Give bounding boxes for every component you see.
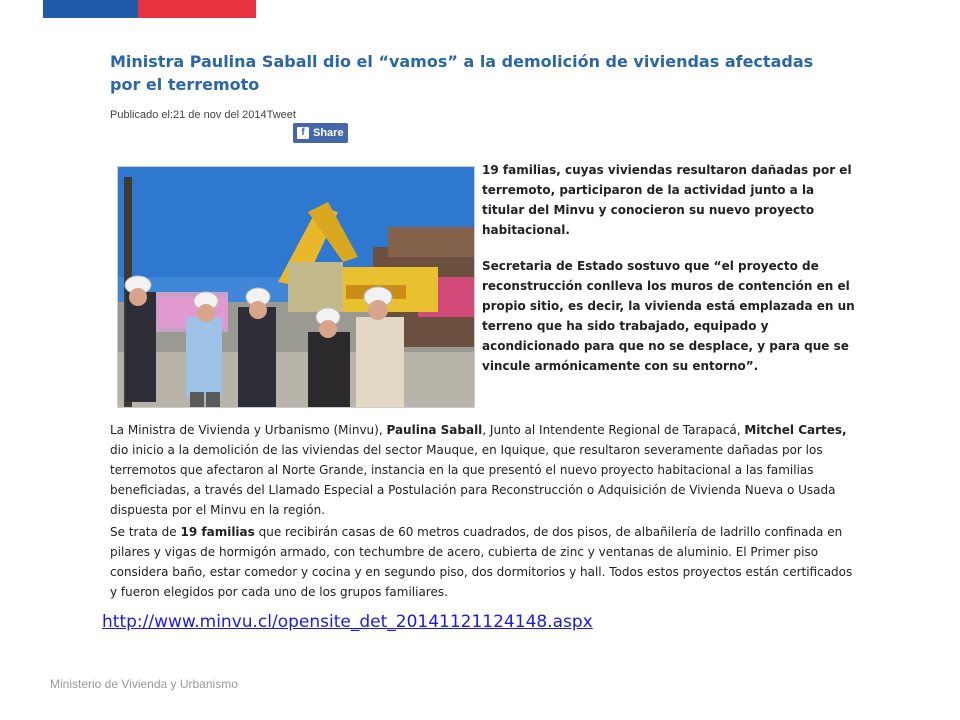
source-link[interactable]: http://www.minvu.cl/opensite_det_20141121124148.aspx: [102, 612, 593, 632]
flag-blue-bar: [43, 0, 138, 18]
p4-b: 19 familias: [180, 525, 255, 539]
tweet-link[interactable]: Tweet: [266, 109, 296, 121]
p3-b: Paulina Saball: [386, 423, 483, 437]
p4-a: Se trata de: [110, 525, 181, 539]
facebook-share-button[interactable]: [293, 123, 348, 143]
paragraph-1: 19 familias, cuyas viviendas resultaron dañadas por el terremoto, participaron de la actividad junto a la titular del Minvu y conocieron su nuevo proyecto habitacional.: [482, 163, 852, 237]
p3-c: , Junto al Intendente Regional de Tarapacá,: [482, 423, 745, 437]
article-screenshot: [100, 40, 860, 605]
share-label: Share: [313, 127, 344, 139]
p3-a: La Ministra de Vivienda y Urbanismo (Minvu),: [110, 423, 387, 437]
p3-d: Mitchel Cartes,: [744, 423, 847, 437]
p3-e: dio inicio a la demolición de las viviendas del sector Mauque, en Iquique, que resultaron severamente dañadas por los terremotos que afectaron al Norte Grande, instancia en la que presentó el nuevo proyecto habitacional a las familias beneficiadas, a través del Llamado Especial a Postulación para Reconstrucción o Adquisición de Vivienda Nueva o Usada dispuesta por el Minvu en la región.: [110, 443, 836, 517]
paragraph-3: [110, 420, 855, 520]
article-title: Ministra Paulina Saball dio el “vamos” a la demolición de viviendas afectadas por el terremoto: [110, 52, 814, 94]
published-line: [110, 109, 296, 121]
footer-text: Ministerio de Vivienda y Urbanismo: [50, 677, 238, 691]
paragraph-4: [110, 522, 855, 602]
facebook-icon: f: [297, 127, 309, 139]
paragraph-2: Secretaria de Estado sostuvo que “el proyecto de reconstrucción conlleva los muros de contención en el propio sitio, es decir, la vivienda está emplazada en un terreno que ha sido trabajado, equipado y acondicionado para que no se desplace, y para que se vincule armónicamente con su entorno”.: [482, 259, 855, 373]
flag-red-bar: [138, 0, 256, 18]
published-label: Publicado el:: [110, 109, 173, 121]
p4-c: que recibirán casas de 60 metros cuadrados, de dos pisos, de albañilería de ladrillo confinada en pilares y vigas de hormigón armado, con techumbre de acero, cubierta de zinc y ventanas de aluminio. El Primer piso considera baño, estar comedor y cocina y en segundo piso, dos dormitorios y hall. Todos estos proyectos están certificados y fueron elegidos por cada uno de los grupos familiares.: [110, 525, 853, 599]
article-photo: [117, 166, 475, 408]
side-text-column: [482, 160, 857, 392]
published-date: 21 de nov del 2014: [173, 109, 267, 121]
